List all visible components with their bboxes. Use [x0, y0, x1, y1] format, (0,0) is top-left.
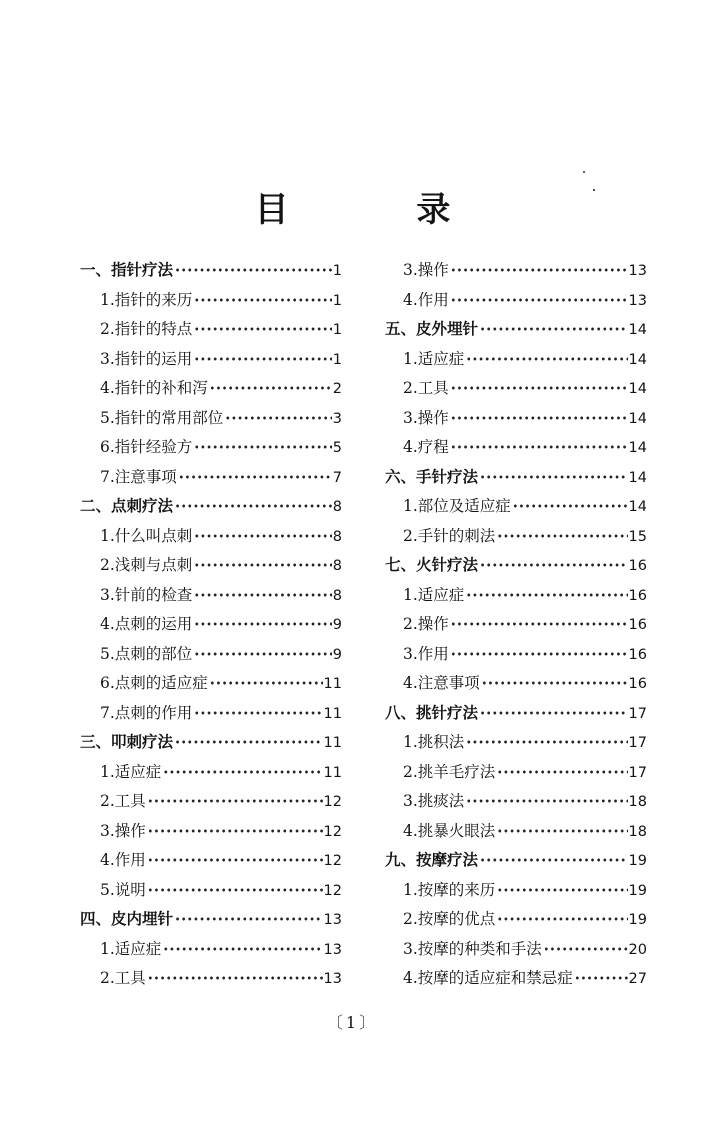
- dot-leader: [466, 727, 627, 757]
- toc-entry-label: 2.浅刺与点刺: [100, 556, 193, 574]
- toc-entry-label: 7.点刺的作用: [100, 703, 193, 722]
- toc-page-number: 19: [628, 882, 647, 899]
- toc-page-number: 13: [323, 971, 342, 987]
- dot-leader: [497, 816, 627, 846]
- toc-section-entry[interactable]: [385, 314, 647, 344]
- toc-entry-label: 4.作用: [403, 290, 449, 309]
- dot-leader: [163, 757, 322, 787]
- toc-page-number: 7: [332, 469, 342, 486]
- toc-section-entry[interactable]: [80, 255, 342, 285]
- scan-speck: [583, 171, 585, 173]
- dot-leader: [497, 521, 627, 551]
- dot-leader: [451, 403, 628, 433]
- dot-leader: [466, 786, 627, 816]
- toc-section-entry[interactable]: [385, 550, 647, 580]
- toc-page-number: 18: [628, 794, 647, 810]
- toc-section-entry[interactable]: [385, 845, 647, 875]
- toc-subsection-entry[interactable]: [385, 904, 647, 934]
- toc-subsection-entry[interactable]: [385, 668, 647, 698]
- toc-page-number: 14: [628, 351, 647, 368]
- toc-section-entry[interactable]: [385, 462, 647, 492]
- dot-leader: [451, 285, 628, 315]
- toc-entry-label: 6.点刺的适应症: [100, 674, 208, 692]
- toc-subsection-entry[interactable]: [80, 314, 342, 344]
- toc-entry-label: 5.点刺的部位: [100, 644, 193, 663]
- toc-entry-label: 3.操作: [100, 821, 146, 840]
- toc-subsection-entry[interactable]: [385, 255, 647, 285]
- toc-section-entry[interactable]: [385, 698, 647, 728]
- toc-page-number: 17: [628, 705, 647, 722]
- toc-page-number: 9: [332, 617, 342, 633]
- toc-subsection-entry[interactable]: [385, 491, 647, 521]
- toc-entry-label: 4.作用: [100, 851, 146, 869]
- toc-page-number: 1: [332, 263, 342, 279]
- toc-entry-label: 7.注意事项: [100, 467, 177, 486]
- toc-subsection-entry[interactable]: [80, 698, 342, 728]
- toc-entry-label: 1.按摩的来历: [403, 880, 496, 899]
- toc-page-number: 13: [323, 941, 342, 958]
- dot-leader: [466, 580, 627, 610]
- toc-entry-label: 3.操作: [403, 408, 449, 427]
- toc-section-entry[interactable]: [80, 727, 342, 757]
- toc-subsection-entry[interactable]: [385, 786, 647, 816]
- dot-leader: [225, 403, 331, 433]
- page-title: 目 录: [254, 190, 509, 230]
- toc-entry-label: 1.适应症: [403, 585, 465, 604]
- dot-leader: [544, 934, 628, 964]
- toc-page-number: 11: [323, 676, 342, 692]
- toc-entry-label: 2.工具: [100, 792, 146, 810]
- dot-leader: [480, 698, 628, 728]
- dot-leader: [194, 432, 331, 462]
- toc-subsection-entry[interactable]: [385, 521, 647, 551]
- toc-page-number: 16: [628, 617, 647, 633]
- toc-page-number: 19: [628, 912, 647, 928]
- dot-leader: [451, 432, 628, 462]
- dot-leader: [210, 373, 332, 403]
- dot-leader: [175, 904, 323, 934]
- dot-leader: [148, 963, 323, 993]
- dot-leader: [480, 845, 628, 875]
- dot-leader: [194, 698, 322, 728]
- toc-page-number: 11: [323, 735, 342, 751]
- toc-entry-label: 八、挑针疗法: [385, 703, 479, 722]
- dot-leader: [482, 668, 628, 698]
- dot-leader: [513, 491, 628, 521]
- toc-page-number: 14: [628, 469, 647, 486]
- toc-page-number: 14: [628, 440, 647, 456]
- toc-page-number: 5: [332, 440, 342, 456]
- toc-entry-label: 3.操作: [403, 261, 449, 279]
- dot-leader: [194, 344, 331, 374]
- toc-entry-label: 5.说明: [100, 880, 146, 899]
- toc-page-number: 16: [628, 587, 647, 604]
- toc-entry-label: 三、叩刺疗法: [80, 733, 174, 751]
- dot-leader: [194, 639, 331, 669]
- toc-entry-label: 四、皮内埋针: [80, 910, 174, 928]
- dot-leader: [497, 875, 627, 905]
- toc-page-number: 27: [628, 971, 647, 987]
- toc-subsection-entry[interactable]: [385, 609, 647, 639]
- dot-leader: [480, 550, 628, 580]
- toc-entry-label: 七、火针疗法: [385, 556, 479, 574]
- toc-page-number: 12: [323, 882, 342, 899]
- dot-leader: [194, 550, 331, 580]
- dot-leader: [451, 255, 628, 285]
- toc-page-number: 16: [628, 676, 647, 692]
- toc-page-number: 20: [628, 941, 647, 958]
- toc-entry-label: 1.什么叫点刺: [100, 526, 193, 545]
- toc-entry-label: 2.工具: [403, 379, 449, 397]
- toc-entry-label: 1.适应症: [100, 939, 162, 958]
- toc-page-number: 1: [332, 322, 342, 338]
- toc-entry-label: 4.点刺的运用: [100, 615, 193, 633]
- dot-leader: [148, 816, 323, 846]
- dot-leader: [179, 462, 332, 492]
- toc-entry-label: 3.按摩的种类和手法: [403, 939, 542, 958]
- dot-leader: [148, 786, 323, 816]
- toc-entry-label: 1.适应症: [100, 762, 162, 781]
- toc-left-column: [80, 255, 342, 993]
- toc-entry-label: 3.挑痰法: [403, 792, 465, 810]
- toc-page-number: 19: [628, 853, 647, 869]
- toc-page-number: 16: [628, 646, 647, 663]
- toc-entry-label: 2.操作: [403, 615, 449, 633]
- dot-leader: [194, 609, 331, 639]
- toc-subsection-entry[interactable]: [80, 786, 342, 816]
- toc-subsection-entry[interactable]: [385, 344, 647, 374]
- dot-leader: [194, 580, 331, 610]
- toc-subsection-entry[interactable]: [385, 373, 647, 403]
- dot-leader: [575, 963, 628, 993]
- toc-subsection-entry[interactable]: [80, 816, 342, 846]
- page-number: 〔1〕: [326, 1013, 379, 1032]
- dot-leader: [210, 668, 323, 698]
- dot-leader: [163, 934, 322, 964]
- toc-entry-label: 4.注意事项: [403, 674, 480, 692]
- toc-subsection-entry[interactable]: [80, 344, 342, 374]
- toc-subsection-entry[interactable]: [80, 757, 342, 787]
- toc-page-number: 14: [628, 410, 647, 427]
- toc-page-number: 13: [628, 263, 647, 279]
- dot-leader: [175, 255, 332, 285]
- toc-entry-label: 6.指针经验方: [100, 438, 193, 456]
- toc-entry-label: 4.挑暴火眼法: [403, 821, 496, 840]
- toc-page-number: 13: [628, 292, 647, 309]
- toc-entry-label: 一、指针疗法: [80, 261, 174, 279]
- toc-page-number: 3: [332, 410, 342, 427]
- toc-page-number: 18: [628, 823, 647, 840]
- toc-page-number: 1: [332, 351, 342, 368]
- dot-leader: [194, 285, 331, 315]
- toc-subsection-entry[interactable]: [80, 550, 342, 580]
- toc-page-number: 8: [332, 558, 342, 574]
- toc-entry-label: 2.手针的刺法: [403, 526, 496, 545]
- toc-subsection-entry[interactable]: [80, 639, 342, 669]
- toc-section-entry[interactable]: [80, 491, 342, 521]
- dot-leader: [148, 845, 323, 875]
- toc-entry-label: 5.指针的常用部位: [100, 408, 224, 427]
- toc-subsection-entry[interactable]: [385, 875, 647, 905]
- dot-leader: [497, 904, 627, 934]
- toc-entry-label: 1.挑积法: [403, 733, 465, 751]
- dot-leader: [451, 639, 628, 669]
- toc-subsection-entry[interactable]: [385, 639, 647, 669]
- toc-page-number: 12: [323, 823, 342, 840]
- toc-right-column: [385, 255, 647, 993]
- toc-page-number: 8: [332, 499, 342, 515]
- toc-page-number: 13: [323, 912, 342, 928]
- toc-subsection-entry[interactable]: [385, 816, 647, 846]
- toc-entry-label: 4.指针的补和泻: [100, 379, 208, 397]
- toc-subsection-entry[interactable]: [385, 432, 647, 462]
- dot-leader: [194, 314, 331, 344]
- dot-leader: [194, 521, 331, 551]
- toc-page-number: 14: [628, 322, 647, 338]
- toc-entry-label: 二、点刺疗法: [80, 497, 174, 515]
- dot-leader: [451, 373, 628, 403]
- toc-subsection-entry[interactable]: [80, 875, 342, 905]
- toc-entry-label: 1.部位及适应症: [403, 497, 511, 515]
- toc-subsection-entry[interactable]: [80, 373, 342, 403]
- toc-subsection-entry[interactable]: [80, 609, 342, 639]
- toc-entry-label: 4.按摩的适应症和禁忌症: [403, 969, 573, 987]
- toc-page-number: 14: [628, 381, 647, 397]
- toc-entry-label: 九、按摩疗法: [385, 851, 479, 869]
- toc-subsection-entry[interactable]: [80, 432, 342, 462]
- toc-page-number: 16: [628, 558, 647, 574]
- toc-page-number: 2: [332, 381, 342, 397]
- dot-leader: [480, 462, 628, 492]
- toc-subsection-entry[interactable]: [80, 963, 342, 993]
- toc-entry-label: 1.指针的来历: [100, 290, 193, 309]
- toc-page-number: 1: [332, 292, 342, 309]
- toc-subsection-entry[interactable]: [385, 963, 647, 993]
- toc-subsection-entry[interactable]: [385, 285, 647, 315]
- toc-page-number: 15: [628, 528, 647, 545]
- toc-entry-label: 4.疗程: [403, 438, 449, 456]
- dot-leader: [466, 344, 627, 374]
- toc-page-number: 9: [332, 646, 342, 663]
- dot-leader: [451, 609, 628, 639]
- toc-subsection-entry[interactable]: [385, 403, 647, 433]
- toc-page-number: 14: [628, 499, 647, 515]
- toc-subsection-entry[interactable]: [385, 757, 647, 787]
- toc-page-number: 12: [323, 794, 342, 810]
- toc-entry-label: 3.指针的运用: [100, 349, 193, 368]
- dot-leader: [480, 314, 628, 344]
- toc-entry-label: 2.挑羊毛疗法: [403, 762, 496, 781]
- toc-subsection-entry[interactable]: [80, 668, 342, 698]
- toc-entry-label: 3.针前的检查: [100, 585, 193, 604]
- toc-subsection-entry[interactable]: [80, 285, 342, 315]
- toc-entry-label: 2.指针的特点: [100, 320, 193, 338]
- toc-subsection-entry[interactable]: [80, 845, 342, 875]
- toc-page-number: 11: [323, 705, 342, 722]
- toc-subsection-entry[interactable]: [385, 580, 647, 610]
- toc-entry-label: 1.适应症: [403, 349, 465, 368]
- dot-leader: [497, 757, 627, 787]
- toc-entry-label: 六、手针疗法: [385, 467, 479, 486]
- toc-entry-label: 五、皮外埋针: [385, 320, 479, 338]
- toc-section-entry[interactable]: [80, 904, 342, 934]
- toc-subsection-entry[interactable]: [80, 462, 342, 492]
- toc-page-number: 11: [323, 764, 342, 781]
- toc-entry-label: 2.工具: [100, 969, 146, 987]
- toc-subsection-entry[interactable]: [80, 403, 342, 433]
- toc-page-number: 8: [332, 528, 342, 545]
- toc-entry-label: 3.作用: [403, 644, 449, 663]
- toc-subsection-entry[interactable]: [80, 521, 342, 551]
- dot-leader: [175, 491, 332, 521]
- toc-subsection-entry[interactable]: [80, 934, 342, 964]
- toc-page-number: 17: [628, 764, 647, 781]
- toc-entry-label: 2.按摩的优点: [403, 910, 496, 928]
- toc-page-number: 12: [323, 853, 342, 869]
- toc-subsection-entry[interactable]: [80, 580, 342, 610]
- toc-subsection-entry[interactable]: [385, 934, 647, 964]
- dot-leader: [148, 875, 323, 905]
- toc-page-number: 8: [332, 587, 342, 604]
- dot-leader: [175, 727, 323, 757]
- toc-subsection-entry[interactable]: [385, 727, 647, 757]
- scan-speck: [593, 189, 595, 191]
- toc-page-number: 17: [628, 735, 647, 751]
